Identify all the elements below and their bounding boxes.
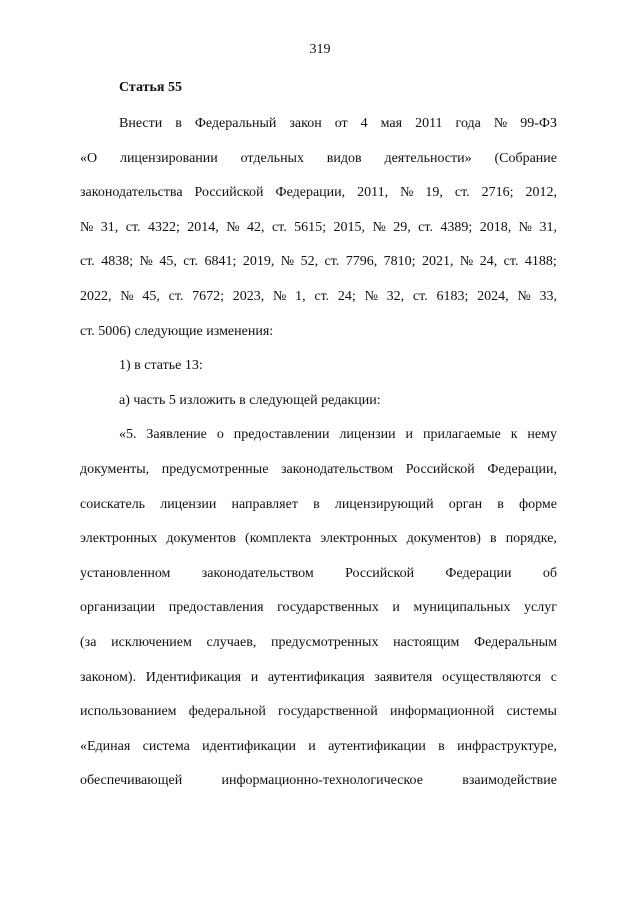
text-line: ст. 4838; № 45, ст. 6841; 2019, № 52, ст. 7796, 7810; 2021, № 24, ст. 4188;	[80, 254, 557, 270]
text-line: установленном законодательством Российской Федерации об	[80, 565, 557, 581]
text-line: соискатель лицензии направляет в лицензирующий орган в форме	[80, 496, 557, 512]
page-number: 319	[309, 42, 331, 57]
text-line: «5. Заявление о предоставлении лицензии и прилагаемые к нему	[119, 427, 557, 443]
text-line: организации предоставления государственных и муниципальных услуг	[80, 600, 557, 616]
text-line: электронных документов (комплекта электронных документов) в порядке,	[80, 531, 557, 547]
text-line: 2022, № 45, ст. 7672; 2023, № 1, ст. 24; № 32, ст. 6183; 2024, № 33,	[80, 289, 557, 304]
text-line: документы, предусмотренные законодательством Российской Федерации,	[80, 462, 557, 477]
text-line: законом). Идентификация и аутентификация заявителя осуществляются с	[80, 669, 557, 685]
text-line: «О лицензировании отдельных видов деятельности» (Собрание	[80, 150, 557, 166]
text-line: законодательства Российской Федерации, 2011, № 19, ст. 2716; 2012,	[80, 185, 557, 201]
text-line: а) часть 5 изложить в следующей редакции:	[119, 392, 381, 408]
text-line: 1) в статье 13:	[119, 358, 203, 374]
text-line: «Единая система идентификации и аутентификации в инфраструктуре,	[80, 738, 557, 754]
article-heading: Статья 55	[119, 80, 182, 95]
text-line: ст. 5006) следующие изменения:	[80, 323, 274, 339]
text-line: использованием федеральной государственной информационной системы	[80, 704, 557, 720]
text-line: обеспечивающей информационно-технологическое взаимодействие	[80, 773, 557, 789]
text-line: № 31, ст. 4322; 2014, № 42, ст. 5615; 2015, № 29, ст. 4389; 2018, № 31,	[80, 219, 557, 235]
text-line: (за исключением случаев, предусмотренных настоящим Федеральным	[80, 635, 557, 650]
text-line: Внести в Федеральный закон от 4 мая 2011 года № 99-ФЗ	[119, 116, 557, 131]
